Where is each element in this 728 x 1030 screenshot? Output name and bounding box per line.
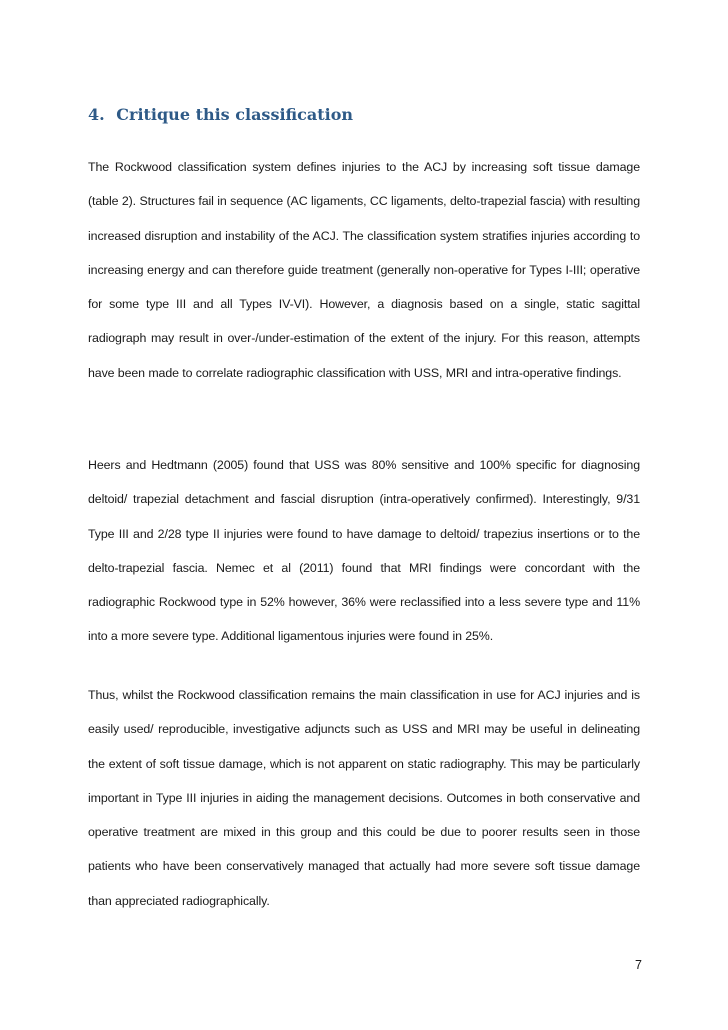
body-paragraph-2: Heers and Hedtmann (2005) found that USS was 80% sensitive and 100% specific for diagnosing deltoid/ trapezial detachment and fascial disruption (intra-operatively confirmed). Interestingly, 9/31 Type III and 2/28 type II injuries were found to have damage to deltoid/ trapezius insertions or to the delto-trapezial fascia. Nemec et al (2011) found that MRI findings were concordant with the radiographic Rockwood type in 52% however, 36% were reclassified into a less severe type and 11% into a more severe type. Additional ligamentous injuries were found in 25%. [88, 458, 640, 644]
section-heading [88, 103, 648, 127]
body-paragraph-3: Thus, whilst the Rockwood classification remains the main classification in use for ACJ injuries and is easily used/ reproducible, investigative adjuncts such as USS and MRI may be useful in delineating the extent of soft tissue damage, which is not apparent on static radiography. This may be particularly important in Type III injuries in aiding the management decisions. Outcomes in both conservative and operative treatment are mixed in this group and this could be due to poorer results seen in those patients who have been conservatively managed that actually had more severe soft tissue damage than appreciated radiographically. [88, 688, 640, 908]
page-number: 7 [635, 958, 642, 972]
section-title: Critique this classification [116, 105, 354, 124]
body-paragraph-1: The Rockwood classification system defines injuries to the ACJ by increasing soft tissue damage (table 2). Structures fail in sequence (AC ligaments, CC ligaments, delto-trapezial fascia) with resulting increased disruption and instability of the ACJ. The classification system stratifies injuries according to increasing energy and can therefore guide treatment (generally non-operative for Types I-III; operative for some type III and all Types IV-VI). However, a diagnosis based on a single, static sagittal radiograph may result in over-/under-estimation of the extent of the injury. For this reason, attempts have been made to correlate radiographic classification with USS, MRI and intra-operative findings. [88, 160, 640, 380]
section-number: 4. [88, 105, 105, 124]
